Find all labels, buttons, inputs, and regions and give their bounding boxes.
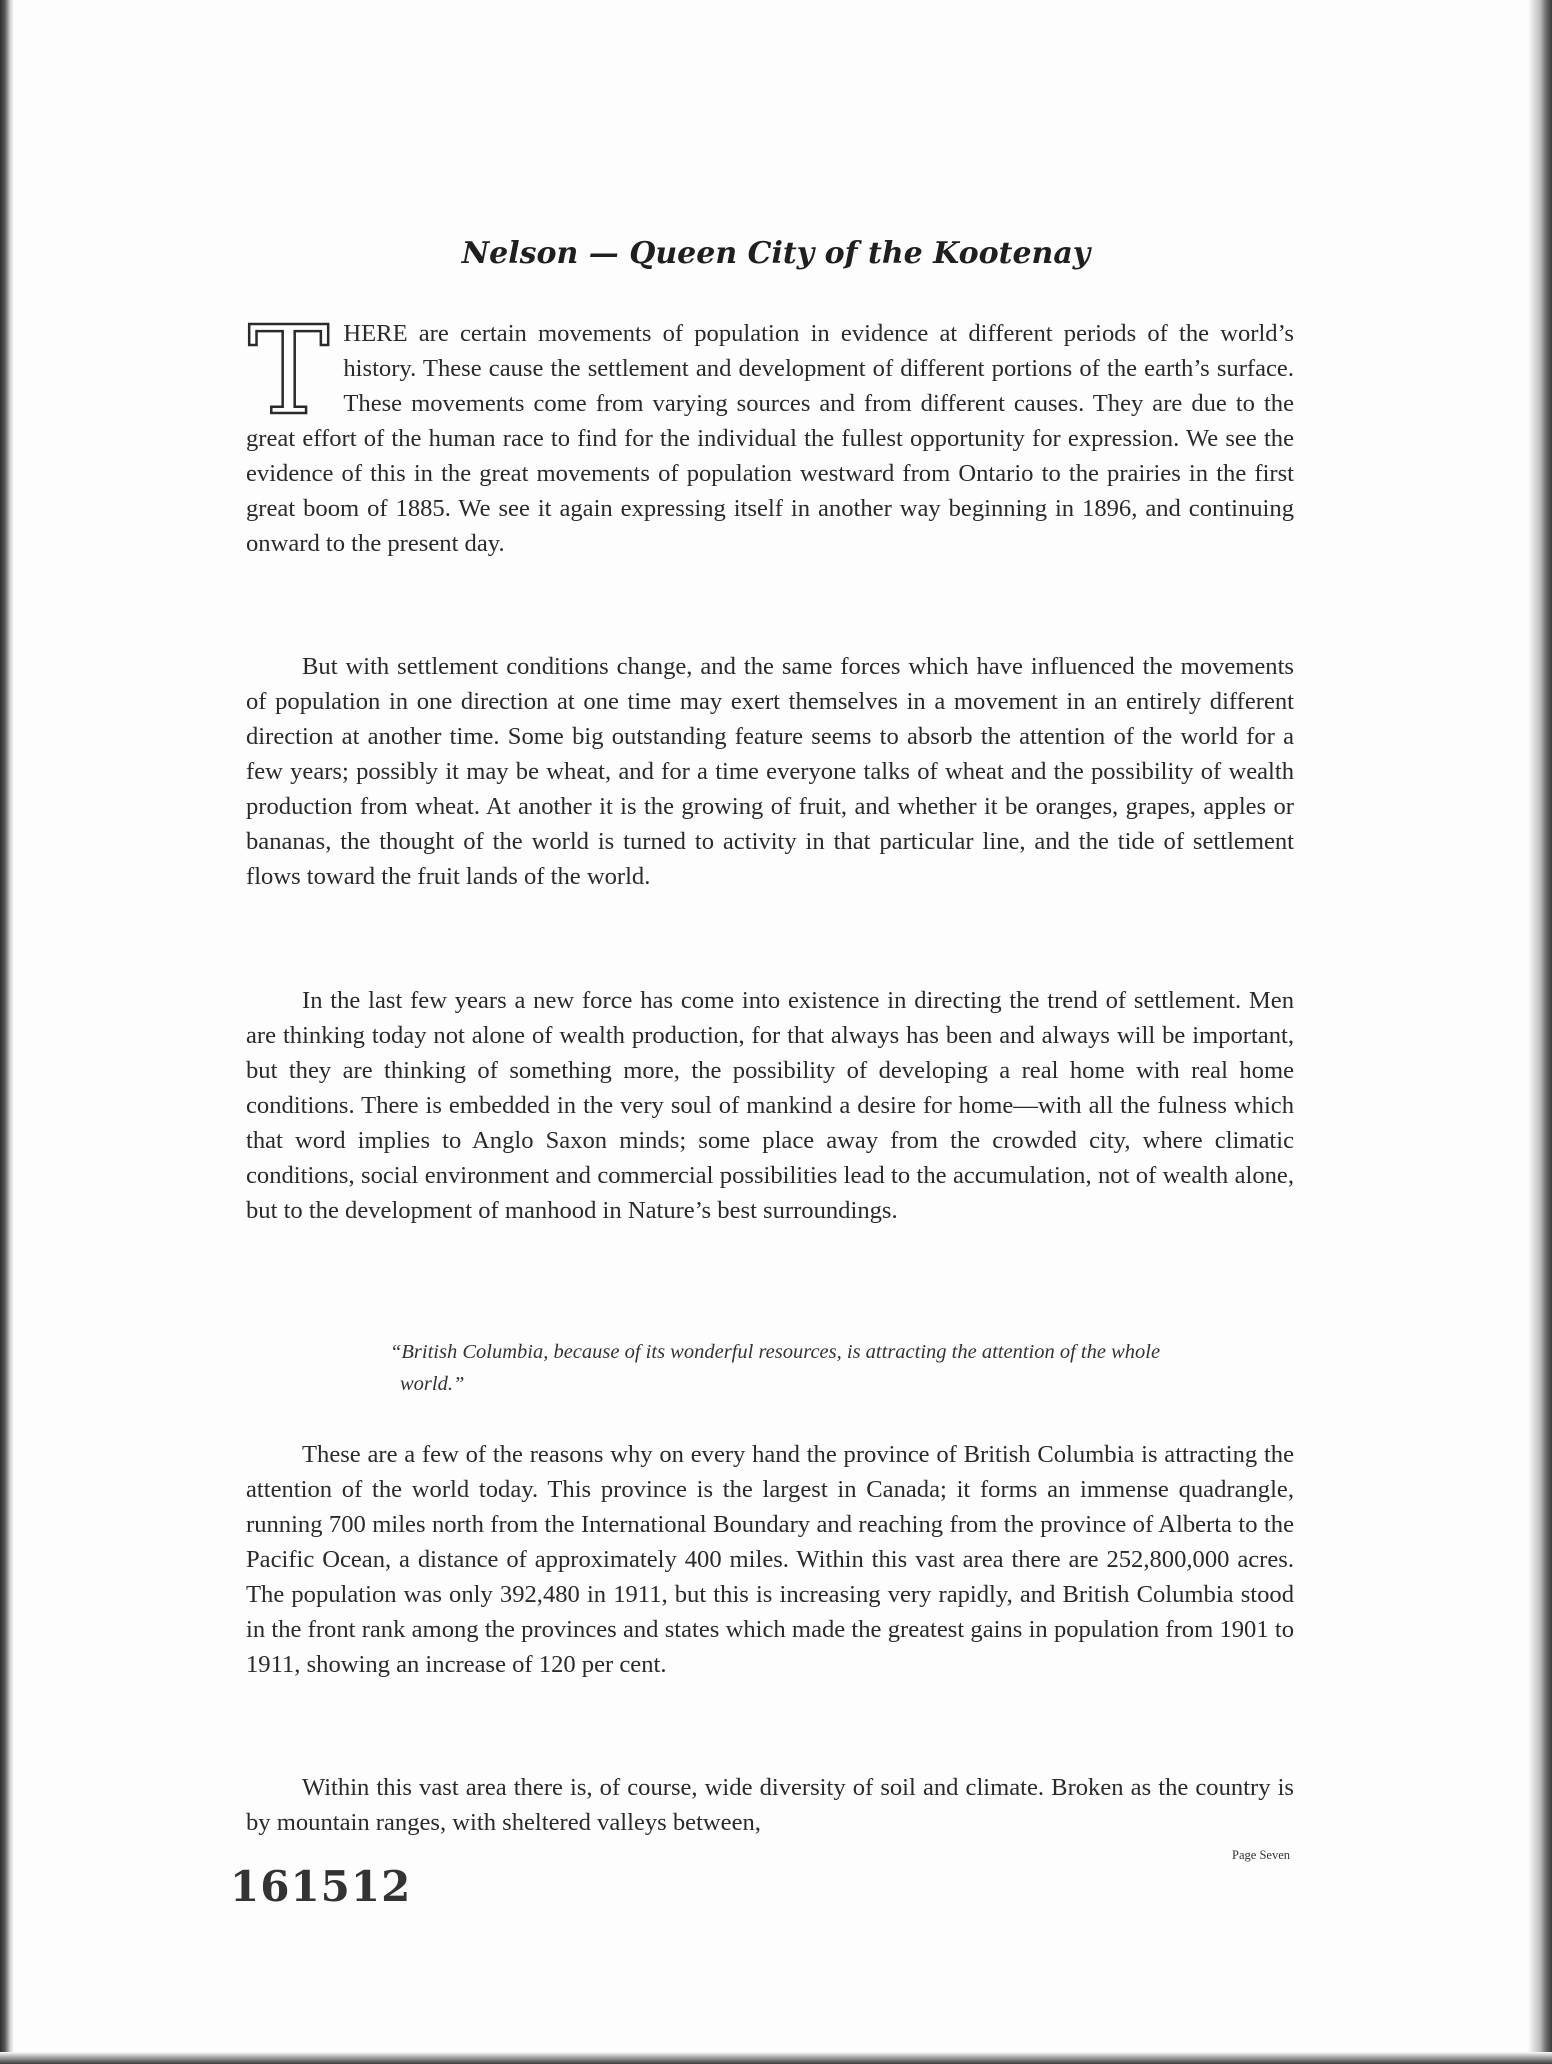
paragraph-4: These are a few of the reasons why on every hand the province of British Columbia is attracting the attention of the world today. This province is the largest in Canada; it forms an immense quadrangle, running 700 miles north from the International Boundary and reaching from the province of Alberta to the Pacific Ocean, a distance of approximately 400 miles. Within this vast area there are 252,800,000 acres. The population was only 392,480 in 1911, but this is increasing very rapidly, and British Columbia stood in the front rank among the provinces and states which made the greatest gains in population from 1901 to 1911, showing an increase of 120 per cent.: [246, 1441, 1294, 1678]
page-number-label: Page Seven: [1232, 1848, 1290, 1862]
paragraph-1-text: HERE are certain movements of population in evidence at different periods of the world’s history. These cause the settlement and development of different portions of the earth’s surface. These movements come from varying sources and from different causes. They are due to the great effort of the human race to find for the individual the fullest opportunity for expression. We see the evidence of this in the great movements of population westward from Ontario to the prairies in the first great boom of 1885. We see it again expressing itself in another way beginning in 1896, and continuing onward to the present day.: [246, 320, 1294, 557]
pull-quote: “British Columbia, because of its wonderful resources, is attracting the attention of the whole world.”: [390, 1341, 1161, 1395]
page-left-shadow: [0, 0, 14, 2064]
page-right-shadow: [1528, 0, 1552, 2064]
paragraph-2: But with settlement conditions change, and the same forces which have influenced the movements of population in one direction at one time may exert themselves in a movement in an entirely different direction at another time. Some big outstanding feature seems to absorb the attention of the world for a few years; possibly it may be wheat, and for a time everyone talks of wheat and the possibility of wealth production from wheat. At another it is the growing of fruit, and whether it be oranges, grapes, apples or bananas, the thought of the world is turned to activity in that particular line, and the tide of settlement flows toward the fruit lands of the world.: [246, 653, 1294, 890]
paragraph-3: In the last few years a new force has come into existence in directing the trend of settlement. Men are thinking today not alone of wealth production, for that always has been and always will be important, but they are thinking of something more, the possibility of developing a real home with real home conditions. There is embedded in the very soul of mankind a desire for home—with all the fulness which that word implies to Anglo Saxon minds; some place away from the crowded city, where climatic conditions, social environment and commercial possibilities lead to the accumulation, not of wealth alone, but to the development of manhood in Nature’s best surroundings.: [246, 987, 1294, 1224]
paragraph-5: Within this vast area there is, of course, wide diversity of soil and climate. Broken as the country is by mountain ranges, with sheltered valleys between,: [246, 1774, 1294, 1836]
page-bottom-shadow: [0, 2052, 1552, 2064]
page-title: Nelson — Queen City of the Kootenay: [461, 236, 1091, 271]
drop-cap-initial: T: [248, 300, 330, 442]
paragraph-1: [246, 300, 1294, 561]
accession-number-stamp: 161512: [230, 1862, 412, 1911]
